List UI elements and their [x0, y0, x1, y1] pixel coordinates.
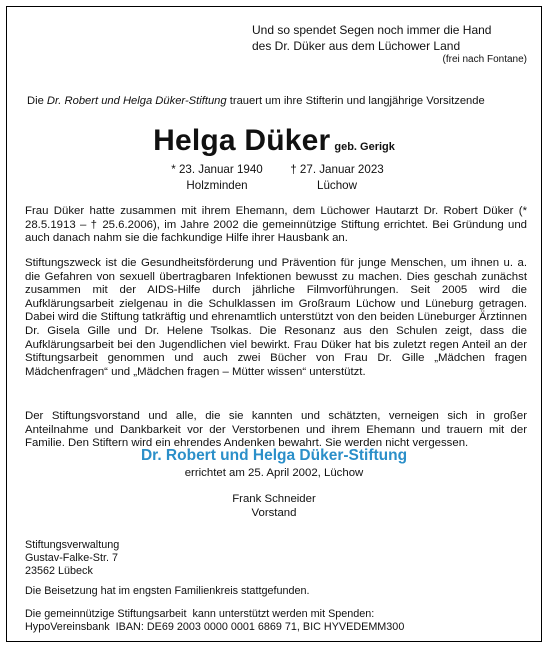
intro-suffix: trauert um ihre Stifterin und langjährige Vorsitzende — [226, 95, 485, 107]
intro-foundation-name: Dr. Robert und Helga Düker-Stiftung — [46, 95, 227, 107]
donation-line-1: Die gemeinnützige Stiftungsarbeit kann unterstützt werden mit Spenden: — [25, 608, 375, 620]
signer-block — [7, 492, 541, 520]
obituary-notice — [6, 6, 542, 642]
motto-line-2: des Dr. Düker aus dem Lüchower Land — [252, 39, 461, 53]
address-line-2: Gustav-Falke-Str. 7 — [25, 552, 119, 565]
birth-place: Holzminden — [186, 179, 248, 192]
address-line-1: Stiftungsverwaltung — [25, 539, 120, 551]
signer-name: Frank Schneider — [232, 493, 316, 505]
deceased-name-block — [7, 124, 541, 158]
birth-date: * 23. Januar 1940 — [171, 163, 263, 176]
paragraph-condolence: Der Stiftungsvorstand und alle, die sie kannten und schätzten, verneigen sich in großer Anteilnahme und Dankbarkeit vor der Verstorbenen und ihrem Ehemann und trauern mit der Familie. Den Stiftern wird ein ehrendes Andenken bewahrt. Sie werden nicht vergessen. — [25, 410, 527, 450]
address-block — [25, 539, 119, 579]
death-place: Lüchow — [317, 179, 357, 192]
maiden-name: geb. Gerigk — [334, 141, 395, 153]
funeral-note: Die Beisetzung hat im engsten Familienkreis stattgefunden. — [25, 585, 310, 597]
signer-role: Vorstand — [251, 507, 297, 519]
death-info — [272, 162, 402, 194]
paragraph-purpose: Stiftungszweck ist die Gesundheitsförderung und Prävention für junge Menschen, um ihnen u. a. die Gefahren von sexuell übertragbaren Infektionen bewusst zu machen. Dies geschah zunächst zusammen mit der AIDS-Hilfe durch jährliche Filmvorführungen. Seit 2005 wird die Aufklärungsarbeit zielgenau in die Schulklassen im Großraum Lüchow und Lüneburg getragen. Dabei wird die Stiftung tatkräftig und ehrenamtlich unterstützt von den beiden Lüneburger Ärztinnen Dr. Gisela Gille und Dr. Helene Tsolkas. Die Resonanz aus den Schulen zeigt, dass die Aufklärungsarbeit bei den Jugendlichen viel bewirkt. Frau Düker hat bis zuletzt regen Anteil an der Stiftungsarbeit genommen und auch zwei Bücher von Frau Dr. Gille „Mädchen fragen Mädchenfragen“ und „Mädchen fragen – Mütter wissen“ unterstützt. — [25, 257, 527, 378]
death-date: † 27. Januar 2023 — [290, 163, 384, 176]
intro-prefix: Die — [27, 95, 47, 107]
donation-block — [25, 608, 404, 634]
foundation-name: Dr. Robert und Helga Düker-Stiftung — [140, 447, 408, 464]
address-line-3: 23562 Lübeck — [25, 565, 93, 578]
motto-quote — [252, 22, 491, 54]
deceased-name: Helga Düker — [153, 124, 331, 157]
paragraph-founding: Frau Düker hatte zusammen mit ihrem Ehemann, dem Lüchower Hautarzt Dr. Robert Düker (* 28.5.1913 – † 25.6.2006), im Jahre 2002 die gemeinnützige Stiftung errichtet. Bei Gründung und auch danach nahm sie die fachkundige Hilfe ihrer Hausbank an. — [25, 205, 527, 245]
intro-line — [27, 95, 485, 107]
donation-bank: HypoVereinsbank IBAN: DE69 2003 0000 0001 6869 71, BIC HYVEDEMM300 — [25, 621, 405, 634]
birth-info — [152, 162, 282, 194]
motto-line-1: Und so spendet Segen noch immer die Hand — [252, 23, 492, 37]
motto-credit: (frei nach Fontane) — [442, 54, 527, 65]
foundation-founded: errichtet am 25. April 2002, Lüchow — [184, 467, 364, 479]
